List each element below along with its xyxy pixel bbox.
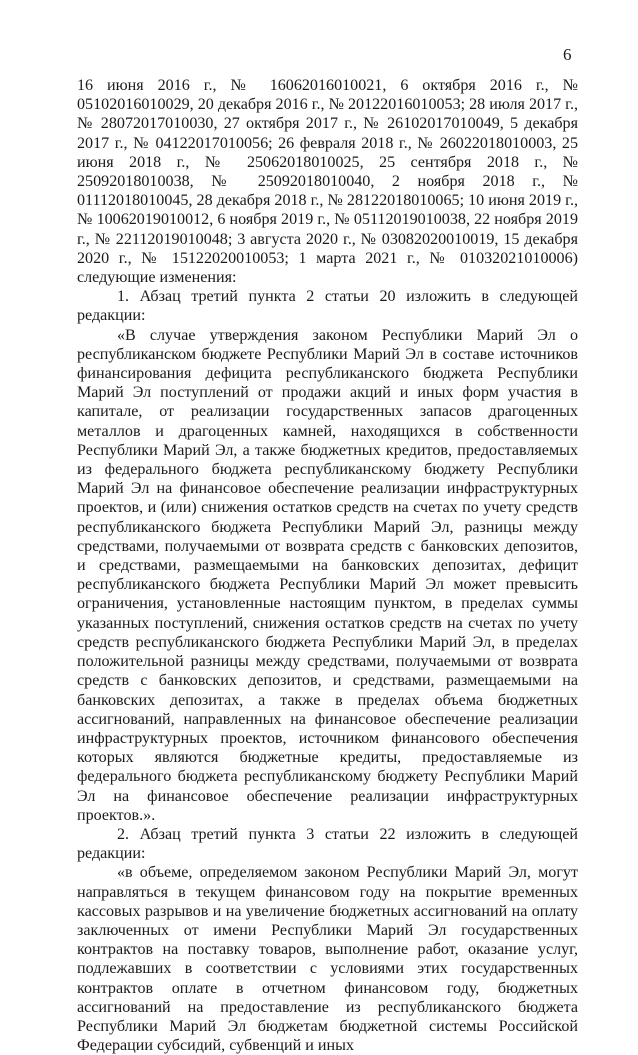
paragraph-item-2-heading: 2. Абзац третий пункта 3 статьи 22 изложить в следующей редакции: <box>77 825 578 863</box>
page-number: 6 <box>563 45 572 64</box>
paragraph-amendment-list: 16 июня 2016 г., № 16062016010021, 6 октября 2016 г., № 05102016010029, 20 декабря 2016 г., № 20122016010053; 28 июля 2017 г., № 28072017010030, 27 октября 2017 г., № 26102017010049, 5 декабря 2017 г., № 04122017010056; 26 февраля 2018 г., № 26022018010003, 25 июня 2018 г., № 25062018010025, 25 сентября 2018 г., № 25092018010038, № 25092018010040, 2 ноября 2018 г., № 01112018010045, 28 декабря 2018 г., № 28122018010065; 10 июня 2019 г., № 10062019010012, 6 ноября 2019 г., № 05112019010038, 22 ноября 2019 г., № 22112019010048; 3 августа 2020 г., № 03082020010019, 15 декабря 2020 г., № 15122020010053; 1 марта 2021 г., № 01032021010006) следующие изменения: <box>77 77 578 287</box>
paragraph-item-2-text: «в объеме, определяемом законом Республики Марий Эл, могут направляться в текущем финансовом году на покрытие временных кассовых разрывов и на увеличение бюджетных ассигнований на оплату заключенных от имени Республики Марий Эл государственных контрактов на поставку товаров, выполнение работ, оказание услуг, подлежавших в соответствии с условиями этих государственных контрактов оплате в отчетном финансовом году, бюджетных ассигнований на предоставление из республиканского бюджета Республики Марий Эл бюджетам бюджетной системы Российской Федерации субсидий, субвенций и иных <box>77 864 578 1055</box>
document-body <box>77 76 578 1055</box>
paragraph-item-1-text: «В случае утверждения законом Республики Марий Эл о республиканском бюджете Республики Марий Эл в составе источников финансирования дефицита республиканского бюджета Республики Марий Эл поступлений от продажи акций и иных форм участия в капитале, от реализации государственных запасов драгоценных металлов и драгоценных камней, находящихся в собственности Республики Марий Эл, а также бюджетных кредитов, предоставляемых из федерального бюджета республиканскому бюджету Республики Марий Эл на финансовое обеспечение реализации инфраструктурных проектов, и (или) снижения остатков средств на счетах по учету средств республиканского бюджета Республики Марий Эл, разницы между средствами, получаемыми от возврата средств с банковских депозитов, и средствами, размещаемыми на банковских депозитах, дефицит республиканского бюджета Республики Марий Эл может превысить ограничения, установленные настоящим пунктом, в пределах суммы указанных поступлений, снижения остатков средств на счетах по учету средств республиканского бюджета Республики Марий Эл, в пределах положительной разницы между средствами, получаемыми от возврата средств с банковских депозитов, и средствами, размещаемыми на банковских депозитах, а также в пределах объема бюджетных ассигнований, направленных на финансовое обеспечение реализации инфраструктурных проектов, источником финансового обеспечения которых являются бюджетные кредиты, предоставляемые из федерального бюджета республиканскому бюджету Республики Марий Эл на финансовое обеспечение реализации инфраструктурных проектов.». <box>77 326 578 824</box>
paragraph-item-1-heading: 1. Абзац третий пункта 2 статьи 20 изложить в следующей редакции: <box>77 288 578 325</box>
